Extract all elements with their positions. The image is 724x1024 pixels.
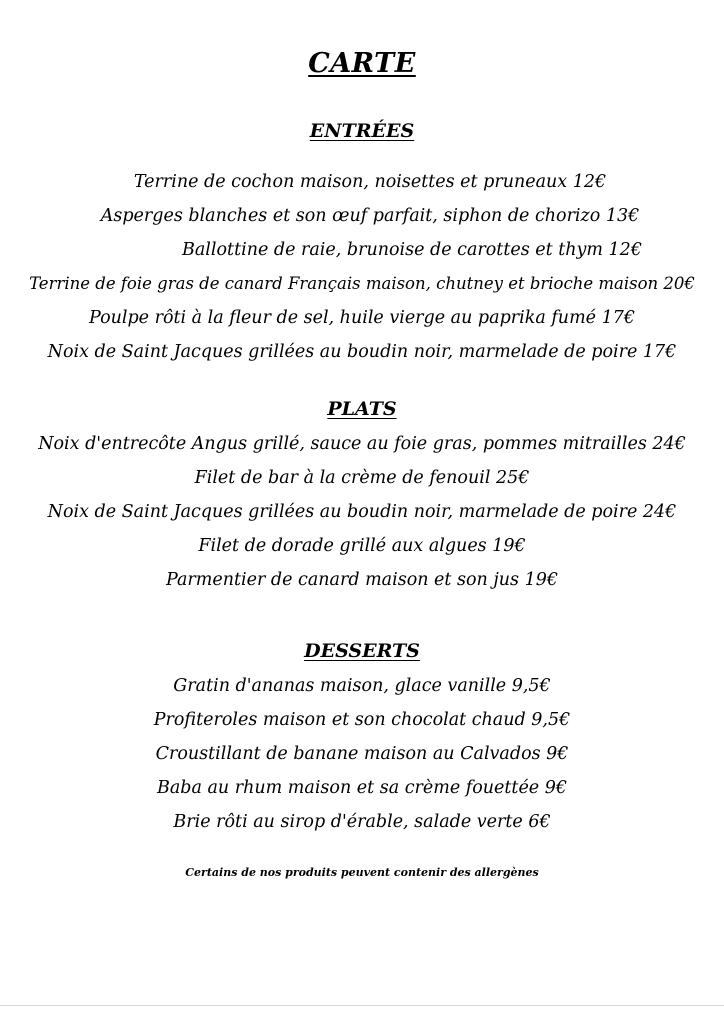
entree-item: Poulpe rôti à la fleur de sel, huile vierge au paprika fumé 17€ bbox=[89, 308, 635, 328]
dessert-item: Profiteroles maison et son chocolat chaud 9,5€ bbox=[153, 710, 571, 730]
entree-item: Noix de Saint Jacques grillées au boudin noir, marmelade de poire 17€ bbox=[47, 342, 677, 362]
dessert-item: Gratin d'ananas maison, glace vanille 9,5€ bbox=[173, 676, 551, 696]
entree-item: Asperges blanches et son œuf parfait, siphon de chorizo 13€ bbox=[100, 206, 640, 226]
allergen-note: Certains de nos produits peuvent contenir des allergènes bbox=[185, 866, 539, 879]
plat-item: Filet de bar à la crème de fenouil 25€ bbox=[194, 468, 530, 488]
dessert-item: Croustillant de banane maison au Calvados 9€ bbox=[155, 744, 569, 764]
desserts-heading: DESSERTS bbox=[304, 640, 420, 662]
plat-item: Parmentier de canard maison et son jus 19€ bbox=[165, 570, 559, 590]
entrees-heading: ENTRÉES bbox=[309, 120, 415, 142]
entree-item: Terrine de cochon maison, noisettes et pruneaux 12€ bbox=[133, 172, 607, 192]
plats-heading: PLATS bbox=[327, 398, 397, 420]
plat-item: Noix de Saint Jacques grillées au boudin noir, marmelade de poire 24€ bbox=[47, 502, 677, 522]
dessert-item: Brie rôti au sirop d'érable, salade verte 6€ bbox=[173, 812, 551, 832]
plat-item: Noix d'entrecôte Angus grillé, sauce au foie gras, pommes mitrailles 24€ bbox=[38, 434, 686, 454]
plat-item: Filet de dorade grillé aux algues 19€ bbox=[198, 536, 526, 556]
dessert-item: Baba au rhum maison et sa crème fouettée 9€ bbox=[156, 778, 567, 798]
menu-title: CARTE bbox=[308, 48, 416, 79]
page-edge-divider bbox=[0, 1005, 724, 1006]
entree-item: Ballottine de raie, brunoise de carottes et thym 12€ bbox=[182, 240, 642, 260]
entree-item: Terrine de foie gras de canard Français maison, chutney et brioche maison 20€ bbox=[29, 274, 695, 293]
